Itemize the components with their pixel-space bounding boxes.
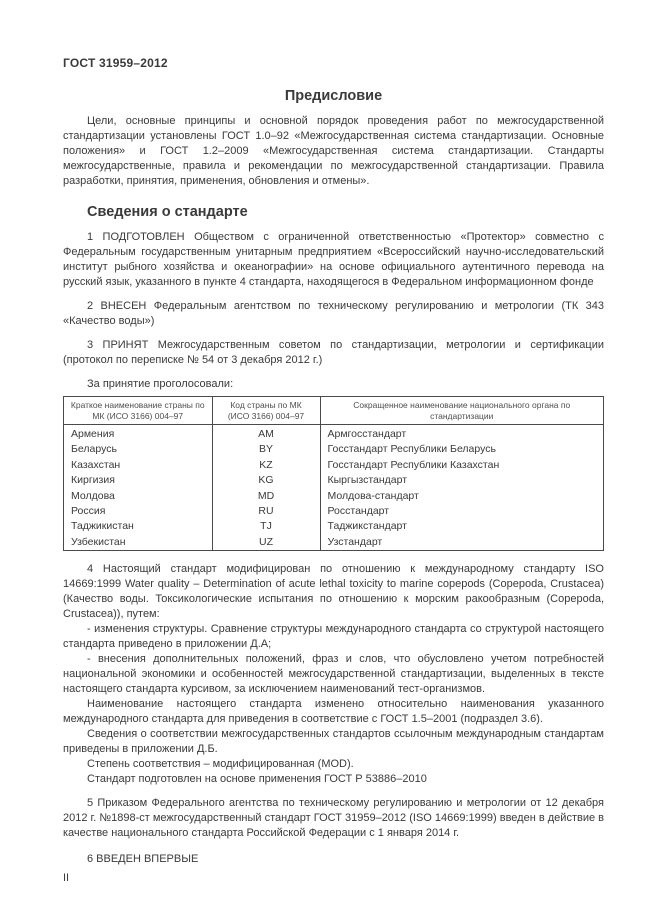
clause-4-paragraph: - изменения структуры. Сравнение структуры международного стандарта со структурой настоящего стандарта приведено в приложении Д.А;: [63, 622, 604, 650]
table-row: [64, 534, 604, 550]
table-row: [64, 458, 604, 473]
country-cell: Молдова: [64, 488, 213, 503]
code-cell: KG: [212, 473, 320, 488]
clause-4-paragraph: Степень соответствия – модифицированная (MOD).: [87, 757, 354, 770]
table-row: [64, 504, 604, 519]
country-cell: Армения: [64, 425, 213, 443]
clause-6-first-introduced: 6 ВВЕДЕН ВПЕРВЫЕ: [87, 852, 199, 865]
table-row: [64, 473, 604, 488]
document-number: ГОСТ 31959–2012: [63, 56, 168, 70]
org-cell: Росстандарт: [320, 504, 604, 519]
country-cell: Таджикистан: [64, 519, 213, 534]
table-row: [64, 488, 604, 503]
clause-3-adopted: 3 ПРИНЯТ Межгосударственным советом по стандартизации, метрологии и сертификации (протокол по переписке № 54 от 3 декабря 2012 г.): [63, 339, 604, 366]
table-row: [64, 425, 604, 443]
org-cell: Госстандарт Республики Казахстан: [320, 458, 604, 473]
page-title: Предисловие: [284, 88, 383, 104]
code-cell: UZ: [212, 534, 320, 550]
section-heading: Сведения о стандарте: [87, 204, 248, 220]
clause-2-submitted: 2 ВНЕСЕН Федеральным агентством по техническому регулированию и метрологии (ТК 343 «Качество воды»): [63, 300, 604, 327]
country-cell: Беларусь: [64, 442, 213, 457]
clause-4-paragraph: Сведения о соответствии межгосударственных стандартов ссылочным международным стандартам приведены в приложении Д.Б.: [63, 727, 604, 755]
code-cell: BY: [212, 442, 320, 457]
country-cell: Узбекистан: [64, 534, 213, 550]
country-cell: Россия: [64, 504, 213, 519]
code-cell: MD: [212, 488, 320, 503]
voting-table: [63, 396, 604, 551]
table-header-country: Краткое наименование страны по МК (ИСО 3166) 004–97: [64, 397, 213, 425]
table-row: [64, 442, 604, 457]
org-cell: Таджикстандарт: [320, 519, 604, 534]
clause-4-paragraph: - внесения дополнительных положений, фраз и слов, что обусловлено учетом потребностей национальной экономики и особенностей межгосударственной стандартизации, выделенных в тексте настоящего стандарта курсивом, за исключением наименований тест-организмов.: [63, 652, 604, 695]
clause-4-paragraph: 4 Настоящий стандарт модифицирован по отношению к международному стандарту ISO 14669:1999 Water quality – Determination of acute lethal toxicity to marine copepods (Copepoda, Crustacea) (Качество воды. Токсикологические испытания по отношению к морским ракообразным (Copepoda, Crustacea)), путем:: [63, 562, 604, 620]
clause-4-block: [63, 562, 604, 787]
clause-4-paragraph: Стандарт подготовлен на основе применения ГОСТ Р 53886–2010: [87, 772, 427, 785]
clause-4-paragraph: Наименование настоящего стандарта изменено относительно наименования указанного международного стандарта для приведения в соответствие с ГОСТ 1.5–2001 (подраздел 3.6).: [63, 697, 604, 725]
org-cell: Молдова-стандарт: [320, 488, 604, 503]
clause-5-order: 5 Приказом Федерального агентства по техническому регулированию и метрологии от 12 декабря 2012 г. №1898-ст межгосударственный стандарт ГОСТ 31959–2012 (ISO 14669:1999) введен в действие в качестве национального стандарта Российской Федерации с 1 января 2014 г.: [63, 796, 604, 839]
table-header-row: [64, 397, 604, 425]
code-cell: TJ: [212, 519, 320, 534]
clause-1-prepared: 1 ПОДГОТОВЛЕН Обществом с ограниченной ответственностью «Протектор» совместно с Федеральным государственным унитарным предприятием «Всероссийский научно-исследовательский институт рыбного хозяйства и океанографии» на основе официального аутентичного перевода на русский язык, указанного в пункте 4 стандарта, находящегося в Федеральном информационном фонде: [63, 231, 604, 288]
org-cell: Кыргызстандарт: [320, 473, 604, 488]
table-header-code: Код страны по МК (ИСО 3166) 004–97: [212, 397, 320, 425]
code-cell: KZ: [212, 458, 320, 473]
page-number: II: [63, 871, 70, 884]
table-header-org: Сокращенное наименование национального органа по стандартизации: [320, 397, 604, 425]
org-cell: Армгосстандарт: [320, 425, 604, 443]
org-cell: Узстандарт: [320, 534, 604, 550]
table-row: [64, 519, 604, 534]
code-cell: AM: [212, 425, 320, 443]
country-cell: Киргизия: [64, 473, 213, 488]
intro-paragraph: Цели, основные принципы и основной порядок проведения работ по межгосударственной стандартизации установлены ГОСТ 1.0–92 «Межгосударственная система стандартизации. Основные положения» и ГОСТ 1.2–2009 «Межгосударственная система стандартизации. Стандарты межгосударственные, правила и рекомендации по межгосударственной стандартизации. Правила разработки, принятия, применения, обновления и отмены».: [63, 115, 604, 187]
org-cell: Госстандарт Республики Беларусь: [320, 442, 604, 457]
country-cell: Казахстан: [64, 458, 213, 473]
vote-intro: За принятие проголосовали:: [87, 378, 234, 390]
code-cell: RU: [212, 504, 320, 519]
